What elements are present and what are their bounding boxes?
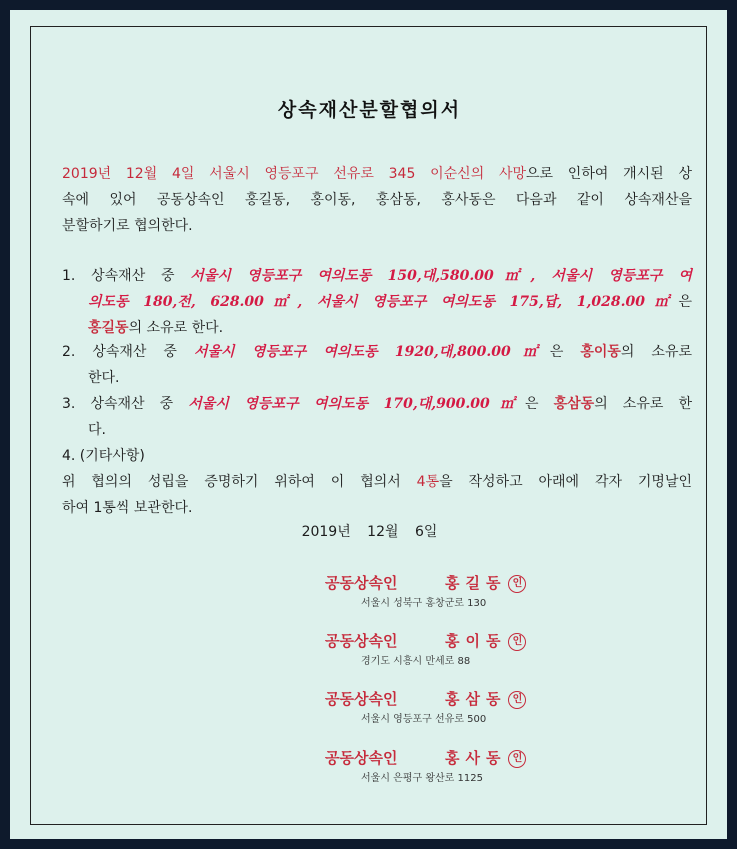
item-1 — [62, 263, 692, 341]
signatory-address: 서울시 영등포구 선유로 500 — [361, 714, 487, 725]
item1-property-2: 의도동 180,전, 628.00㎡, 서울시 영등포구 여의도동 175,답, 1,028.00㎡ — [88, 294, 679, 310]
signatory-address: 서울시 성북구 홍창군로 130 — [361, 598, 487, 609]
item3-mid: 은 — [524, 396, 554, 412]
signatory-name: 홍사동 — [445, 749, 507, 767]
seal-icon: 인 — [508, 575, 526, 593]
signatory-name: 홍이동 — [445, 632, 507, 650]
item1-tail: 은 — [678, 294, 692, 310]
closing-line1-b: 을 작성하고 아래에 각자 기명날인 — [439, 474, 692, 490]
signatory-1 — [325, 572, 585, 612]
closing-line2: 하여 1통씩 보관한다. — [62, 500, 193, 516]
seal-icon: 인 — [508, 633, 526, 651]
document-frame — [10, 10, 727, 839]
item2-prefix: 2. 상속재산 중 — [62, 344, 194, 360]
signatory-3 — [325, 688, 585, 728]
signatory-4 — [325, 747, 585, 787]
item3-prefix: 3. 상속재산 중 — [62, 396, 189, 412]
item1-owner: 홍길동 — [88, 320, 129, 336]
item3-cont: 다. — [88, 422, 106, 438]
signatory-role: 공동상속인 — [325, 690, 398, 708]
closing-line1-a: 위 협의의 성립을 증명하기 위하여 이 협의서 — [62, 474, 417, 490]
item3-suffix: 의 소유로 한 — [594, 396, 693, 412]
item-2 — [62, 339, 692, 391]
item-4: 4. (기타사항) — [62, 448, 145, 464]
signatory-role: 공동상속인 — [325, 632, 398, 650]
signatory-2 — [325, 630, 585, 670]
item2-suffix: 의 소유로 — [620, 344, 693, 360]
item3-property: 서울시 영등포구 여의도동 170,대,900.00㎡ — [188, 396, 525, 412]
intro-line2: 속에 있어 공동상속인 홍길동, 홍이동, 홍삼동, 홍사동은 다음과 같이 상속재산을 — [62, 192, 692, 208]
signatory-name: 홍길동 — [445, 574, 507, 592]
item2-mid: 은 — [549, 344, 581, 360]
item2-cont: 한다. — [88, 370, 120, 386]
item1-prefix: 1. 상속재산 중 — [62, 268, 191, 284]
copy-count: 4통 — [416, 474, 440, 490]
signatory-address: 경기도 시흥시 만세로 88 — [361, 656, 471, 667]
item1-property-1: 서울시 영등포구 여의도동 150,대,580.00㎡, 서울시 영등포구 여 — [190, 268, 693, 284]
signatory-address: 서울시 은평구 왕산로 1125 — [361, 773, 483, 784]
death-info: 2019년 12월 4일 서울시 영등포구 선유로 345 이순신의 사망 — [62, 166, 527, 182]
agreement-date: 2019년 12월 6일 — [301, 524, 438, 540]
document-border — [30, 26, 707, 825]
intro-line1-rest: 으로 인하여 개시된 상 — [526, 166, 692, 182]
item3-owner: 홍삼동 — [553, 396, 595, 412]
intro-line3: 분할하기로 협의한다. — [62, 218, 193, 234]
seal-icon: 인 — [508, 691, 526, 709]
item1-suffix: 의 소유로 한다. — [128, 320, 224, 336]
item2-owner: 홍이동 — [580, 344, 621, 360]
signatory-name: 홍삼동 — [445, 690, 507, 708]
intro-paragraph — [62, 161, 692, 239]
signatory-role: 공동상속인 — [325, 749, 398, 767]
item-4-and-closing — [62, 443, 692, 521]
item2-property: 서울시 영등포구 여의도동 1920,대,800.00㎡ — [193, 344, 550, 360]
item-3 — [62, 391, 692, 443]
seal-icon: 인 — [508, 750, 526, 768]
document-title: 상속재산분할협의서 — [277, 99, 462, 121]
signatory-role: 공동상속인 — [325, 574, 398, 592]
